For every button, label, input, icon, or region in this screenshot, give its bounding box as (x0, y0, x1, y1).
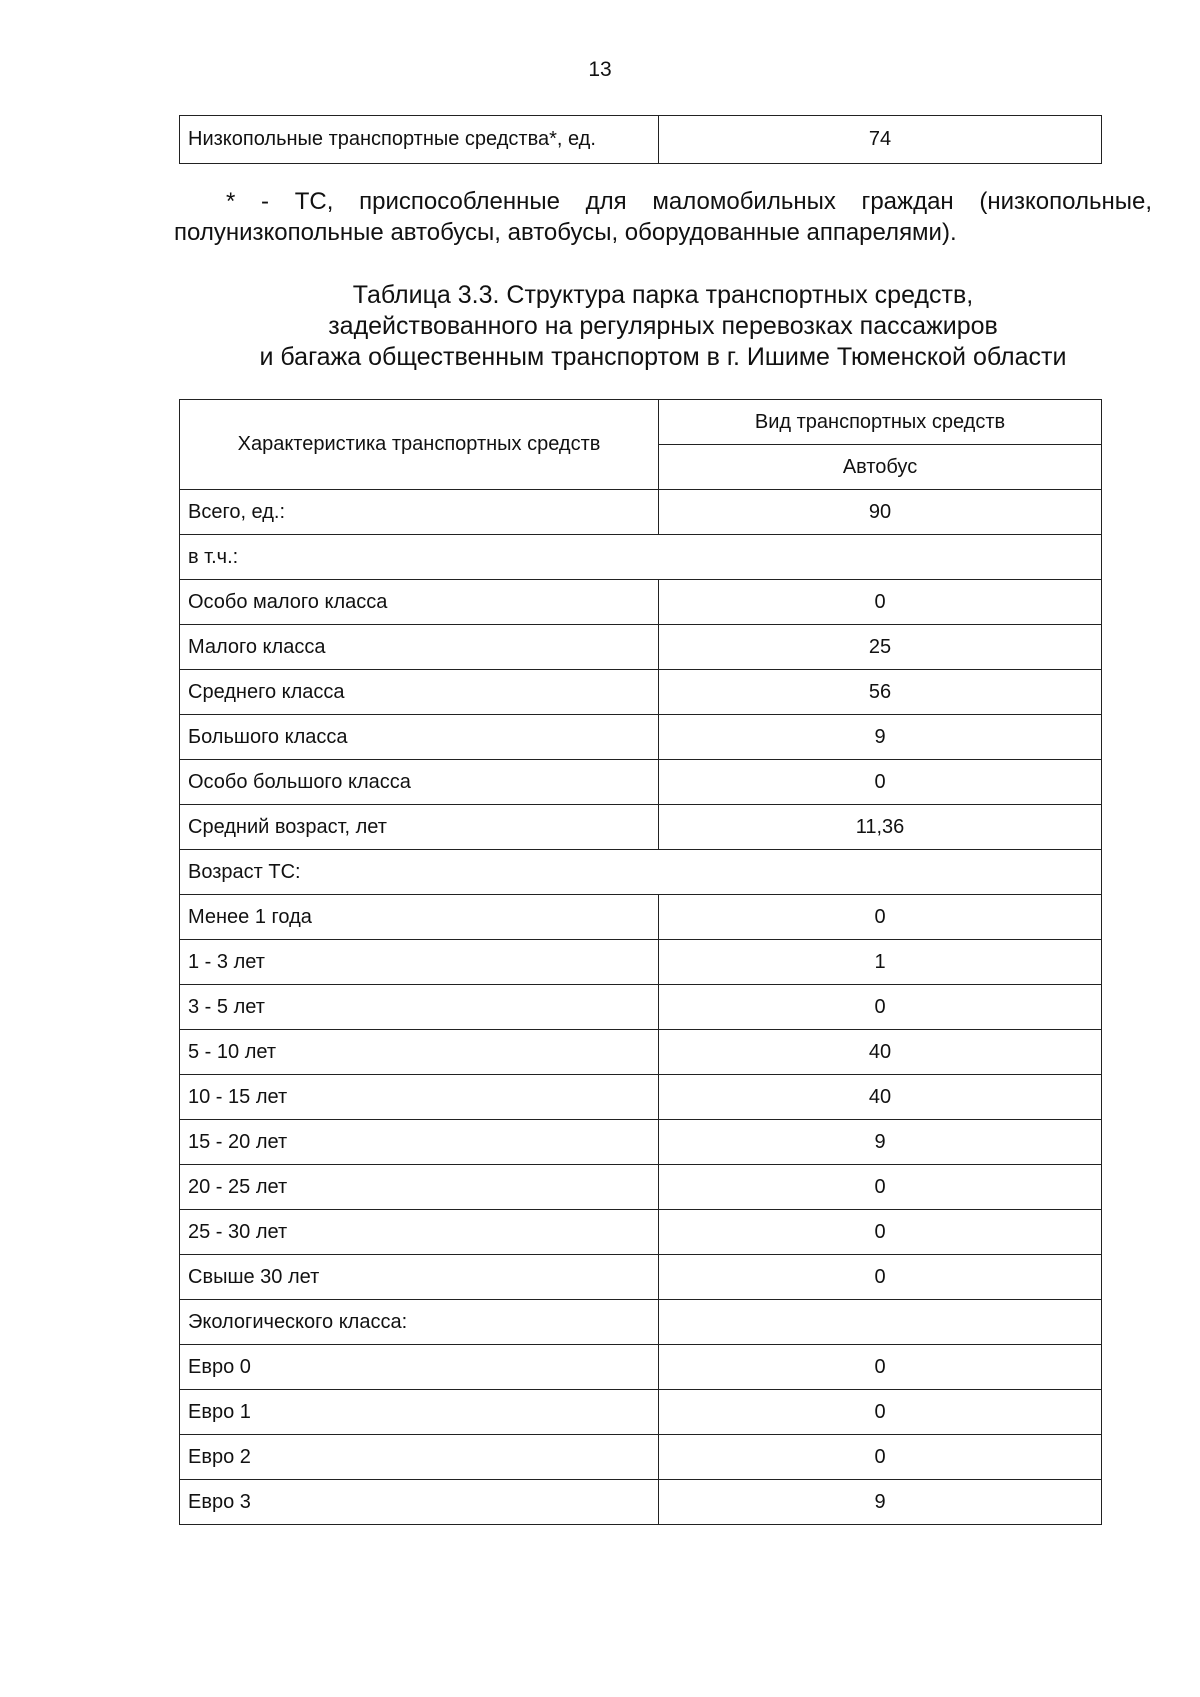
row-label: в т.ч.: (180, 535, 1102, 580)
row-label: Евро 2 (180, 1435, 659, 1480)
row-value: 25 (659, 625, 1102, 670)
footnote-line-2: полунизкопольные автобусы, автобусы, оборудованные аппарелями). (174, 219, 957, 246)
table-row (180, 1210, 1102, 1255)
row-label: Большого класса (180, 715, 659, 760)
row-label: Особо большого класса (180, 760, 659, 805)
table-header-row (180, 400, 1102, 445)
table-row (180, 1345, 1102, 1390)
row-label: Малого класса (180, 625, 659, 670)
row-value (659, 1300, 1102, 1345)
header-characteristic: Характеристика транспортных средств (180, 400, 659, 490)
footnote-line-1: * - ТС, приспособленные для маломобильных граждан (низкопольные, (226, 188, 1152, 215)
row-label: Особо малого класса (180, 580, 659, 625)
row-value: 11,36 (659, 805, 1102, 850)
table-row (180, 1030, 1102, 1075)
row-value: 0 (659, 985, 1102, 1030)
row-label: Свыше 30 лет (180, 1255, 659, 1300)
row-value: 0 (659, 1255, 1102, 1300)
table-row (180, 535, 1102, 580)
row-label: Евро 3 (180, 1480, 659, 1525)
row-value: 0 (659, 1165, 1102, 1210)
row-value: 1 (659, 940, 1102, 985)
row-label: Низкопольные транспортные средства*, ед. (180, 116, 659, 164)
row-value: 0 (659, 1210, 1102, 1255)
row-value: 0 (659, 1435, 1102, 1480)
table-row (180, 1480, 1102, 1525)
row-value: 0 (659, 895, 1102, 940)
table-row (180, 625, 1102, 670)
table-row (180, 580, 1102, 625)
row-value: 0 (659, 1345, 1102, 1390)
caption-line-2: задействованного на регулярных перевозках пассажиров (328, 312, 998, 340)
row-label: Евро 1 (180, 1390, 659, 1435)
header-bus: Автобус (659, 445, 1102, 490)
row-value: 74 (659, 116, 1102, 164)
table-row (180, 1120, 1102, 1165)
row-value: 0 (659, 580, 1102, 625)
table-row (180, 1075, 1102, 1120)
table-row (180, 1300, 1102, 1345)
fleet-structure-table (179, 399, 1102, 1525)
row-value: 40 (659, 1075, 1102, 1120)
table-row (180, 670, 1102, 715)
row-label: Менее 1 года (180, 895, 659, 940)
row-value: 9 (659, 1480, 1102, 1525)
row-label: 3 - 5 лет (180, 985, 659, 1030)
row-label: 5 - 10 лет (180, 1030, 659, 1075)
row-label: Среднего класса (180, 670, 659, 715)
row-label: 25 - 30 лет (180, 1210, 659, 1255)
row-value: 56 (659, 670, 1102, 715)
table-row (180, 805, 1102, 850)
table-row (180, 1165, 1102, 1210)
table-row (180, 715, 1102, 760)
row-label: 20 - 25 лет (180, 1165, 659, 1210)
table-row (180, 116, 1102, 164)
table-row (180, 940, 1102, 985)
row-label: 15 - 20 лет (180, 1120, 659, 1165)
row-value: 40 (659, 1030, 1102, 1075)
row-value: 0 (659, 1390, 1102, 1435)
page-number: 13 (588, 58, 612, 81)
row-value: 9 (659, 715, 1102, 760)
row-label: Средний возраст, лет (180, 805, 659, 850)
header-vehicle-type: Вид транспортных средств (659, 400, 1102, 445)
table-row (180, 1435, 1102, 1480)
row-label: 1 - 3 лет (180, 940, 659, 985)
row-label: Экологического класса: (180, 1300, 659, 1345)
table-row (180, 850, 1102, 895)
footnote (174, 186, 1152, 248)
table-row (180, 760, 1102, 805)
caption-line-3: и багажа общественным транспортом в г. Ишиме Тюменской области (259, 343, 1067, 371)
row-label: Всего, ед.: (180, 490, 659, 535)
row-value: 0 (659, 760, 1102, 805)
row-label: Возраст ТС: (180, 850, 1102, 895)
table-row (180, 490, 1102, 535)
table-row (180, 1255, 1102, 1300)
caption-line-1: Таблица 3.3. Структура парка транспортных средств, (352, 281, 974, 309)
row-value: 90 (659, 490, 1102, 535)
row-label: Евро 0 (180, 1345, 659, 1390)
row-value: 9 (659, 1120, 1102, 1165)
table-row (180, 895, 1102, 940)
table-row (180, 985, 1102, 1030)
top-table (179, 115, 1102, 164)
table-caption (174, 280, 1152, 373)
table-row (180, 1390, 1102, 1435)
row-label: 10 - 15 лет (180, 1075, 659, 1120)
